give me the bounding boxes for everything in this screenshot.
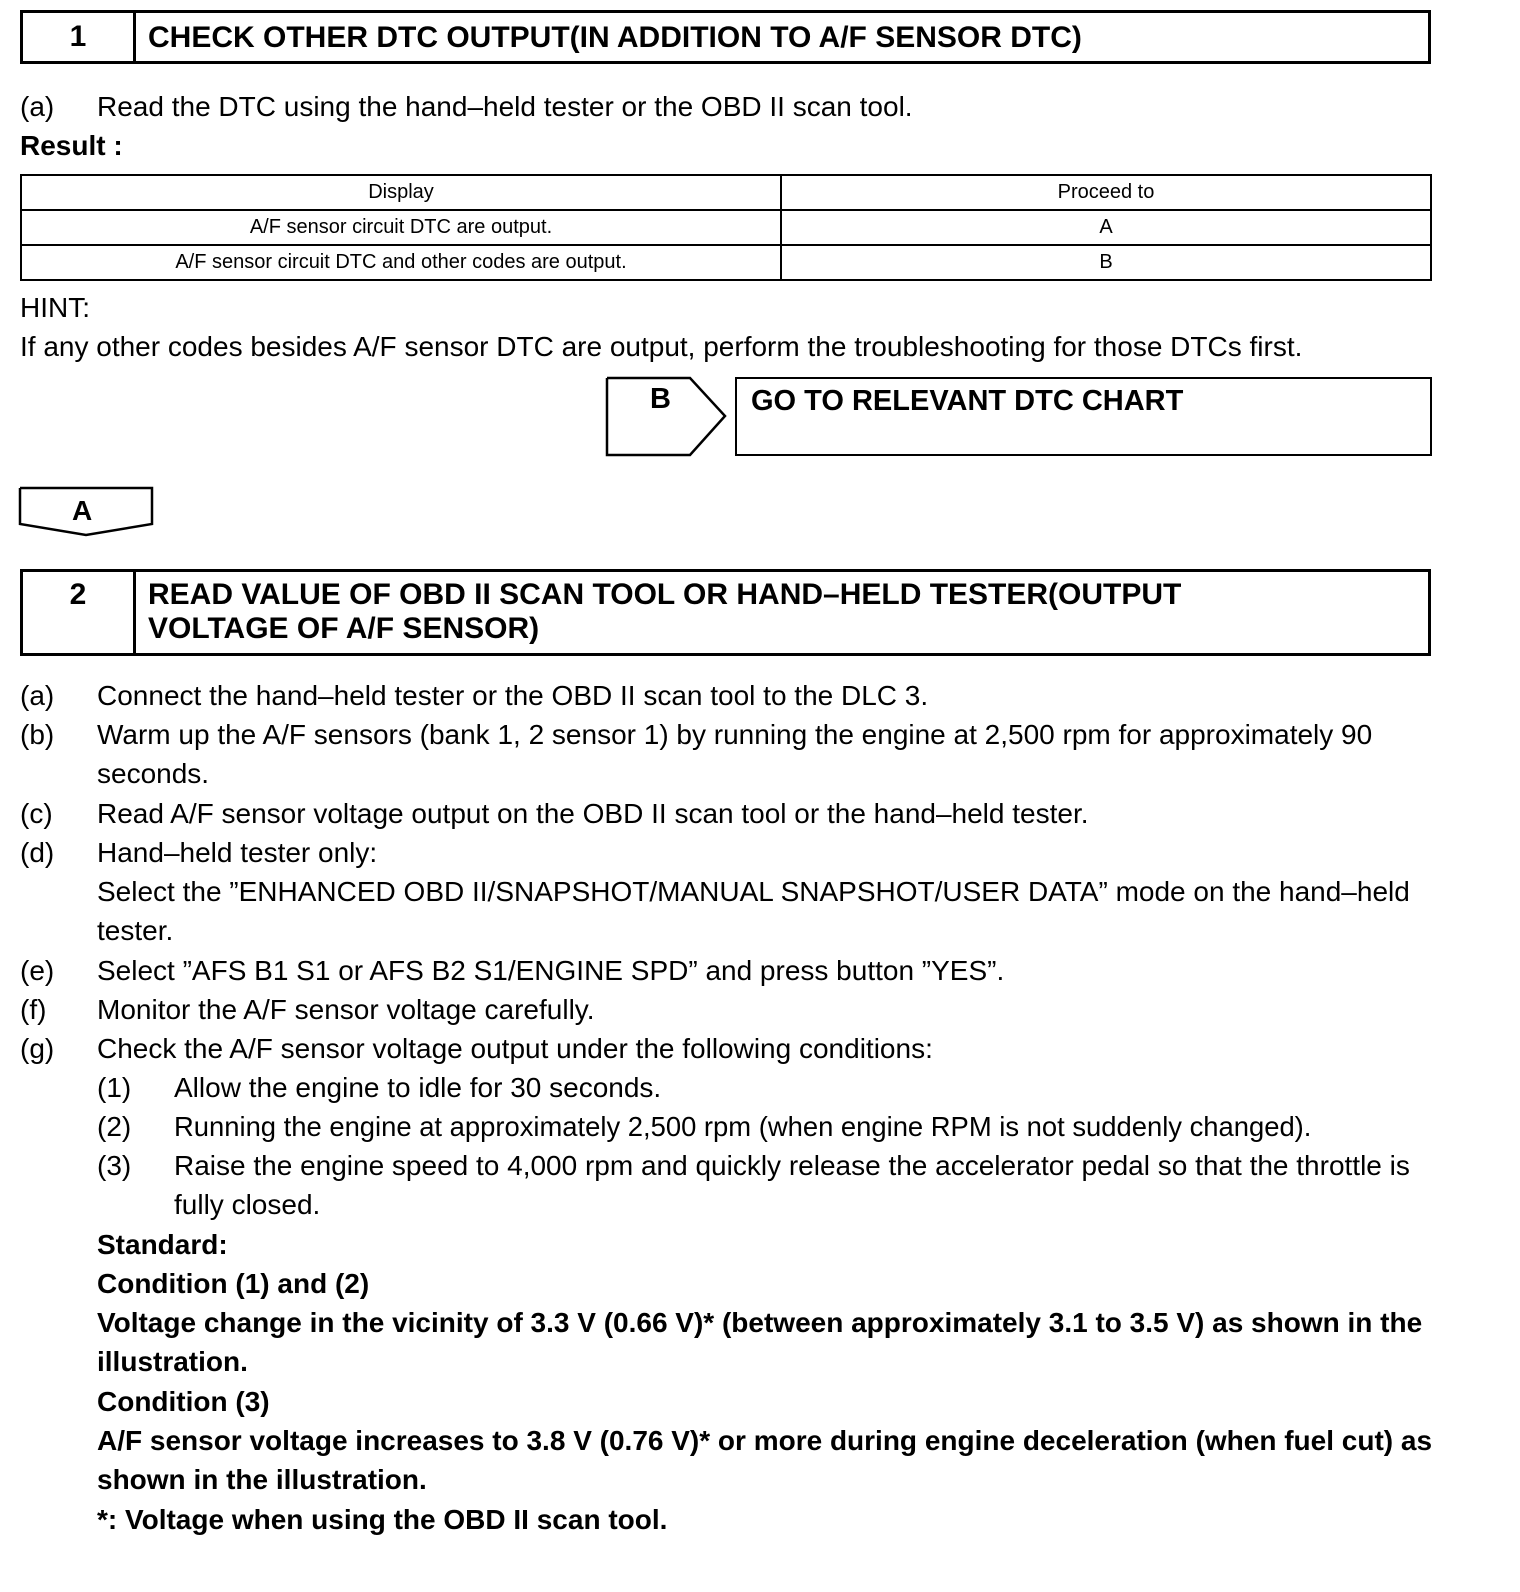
step-1-item-a-label: (a): [20, 91, 55, 122]
step-2-item-b-label: (b): [20, 719, 55, 750]
table-row: [21, 210, 1431, 245]
step-2-item-d-text: Hand–held tester only:: [97, 837, 378, 868]
branch-a-label: A: [72, 495, 93, 526]
step-2-item-g-text: Check the A/F sensor voltage output under the following conditions:: [97, 1033, 933, 1064]
step-2-header: [20, 569, 1431, 656]
result-table: [20, 174, 1432, 281]
condition-1-label: (1): [97, 1072, 132, 1103]
branch-b-label: B: [650, 383, 671, 415]
step-1-item-a-text: Read the DTC using the hand–held tester or the OBD II scan tool.: [97, 91, 913, 122]
table-header-display: Display: [21, 175, 781, 210]
step-2-item-e-text: Select ”AFS B1 S1 or AFS B2 S1/ENGINE SPD” and press button ”YES”.: [97, 955, 1005, 986]
step-2-item-c-label: (c): [20, 798, 53, 829]
table-cell: A: [781, 210, 1431, 245]
condition-1-text: Allow the engine to idle for 30 seconds.: [174, 1072, 662, 1103]
goto-dtc-chart-box: [735, 377, 1432, 456]
step-2-item-b-text: Warm up the A/F sensors (bank 1, 2 sensor 1) by running the engine at 2,500 rpm for approximately 90 seconds.: [97, 719, 1373, 789]
step-2-item-d-text2: Select the ”ENHANCED OBD II/SNAPSHOT/MANUAL SNAPSHOT/USER DATA” mode on the hand–held tester.: [97, 876, 1410, 946]
result-label: Result :: [20, 130, 123, 161]
step-1-header: [20, 10, 1431, 64]
step-2-title-line2: VOLTAGE OF A/F SENSOR): [148, 612, 540, 645]
condition-2-text: Running the engine at approximately 2,500 rpm (when engine RPM is not suddenly changed).: [174, 1111, 1312, 1142]
standard-cond3-label: Condition (3): [97, 1386, 270, 1417]
standard-cond12-text: Voltage change in the vicinity of 3.3 V (0.66 V)* (between approximately 3.1 to 3.5 V) as shown in the illustration.: [97, 1307, 1423, 1377]
step-2-item-e-label: (e): [20, 955, 55, 986]
step-2-item-f-label: (f): [20, 994, 47, 1025]
step-1-number: 1: [23, 13, 136, 61]
goto-dtc-chart-text: GO TO RELEVANT DTC CHART: [751, 385, 1184, 417]
condition-2-label: (2): [97, 1111, 132, 1142]
hint-label: HINT:: [20, 292, 90, 323]
table-header-proceed: Proceed to: [781, 175, 1431, 210]
step-1-title: CHECK OTHER DTC OUTPUT(IN ADDITION TO A/F SENSOR DTC): [148, 21, 1082, 54]
condition-3-text: Raise the engine speed to 4,000 rpm and quickly release the accelerator pedal so that the throttle is fully closed.: [174, 1150, 1410, 1220]
step-2-item-f-text: Monitor the A/F sensor voltage carefully.: [97, 994, 595, 1025]
step-2-item-d-label: (d): [20, 837, 55, 868]
step-2-number: 2: [23, 572, 136, 653]
table-header-row: [21, 175, 1431, 210]
step-2-item-a-text: Connect the hand–held tester or the OBD II scan tool to the DLC 3.: [97, 680, 929, 711]
step-2-item-a-label: (a): [20, 680, 55, 711]
table-cell: A/F sensor circuit DTC and other codes are output.: [21, 245, 781, 280]
standard-cond12-label: Condition (1) and (2): [97, 1268, 370, 1299]
step-2-title-line1: READ VALUE OF OBD II SCAN TOOL OR HAND–HELD TESTER(OUTPUT: [148, 578, 1182, 611]
hint-text: If any other codes besides A/F sensor DTC are output, perform the troubleshooting for those DTCs first.: [20, 331, 1303, 362]
table-row: [21, 245, 1431, 280]
condition-3-label: (3): [97, 1150, 132, 1181]
standard-label: Standard:: [97, 1229, 228, 1260]
table-cell: A/F sensor circuit DTC are output.: [21, 210, 781, 245]
standard-cond3-text: A/F sensor voltage increases to 3.8 V (0.76 V)* or more during engine deceleration (when fuel cut) as shown in the illustration.: [97, 1425, 1433, 1495]
table-cell: B: [781, 245, 1431, 280]
step-2-item-g-label: (g): [20, 1033, 55, 1064]
standard-footnote: *: Voltage when using the OBD II scan tool.: [97, 1504, 668, 1535]
step-2-item-c-text: Read A/F sensor voltage output on the OBD II scan tool or the hand–held tester.: [97, 798, 1089, 829]
